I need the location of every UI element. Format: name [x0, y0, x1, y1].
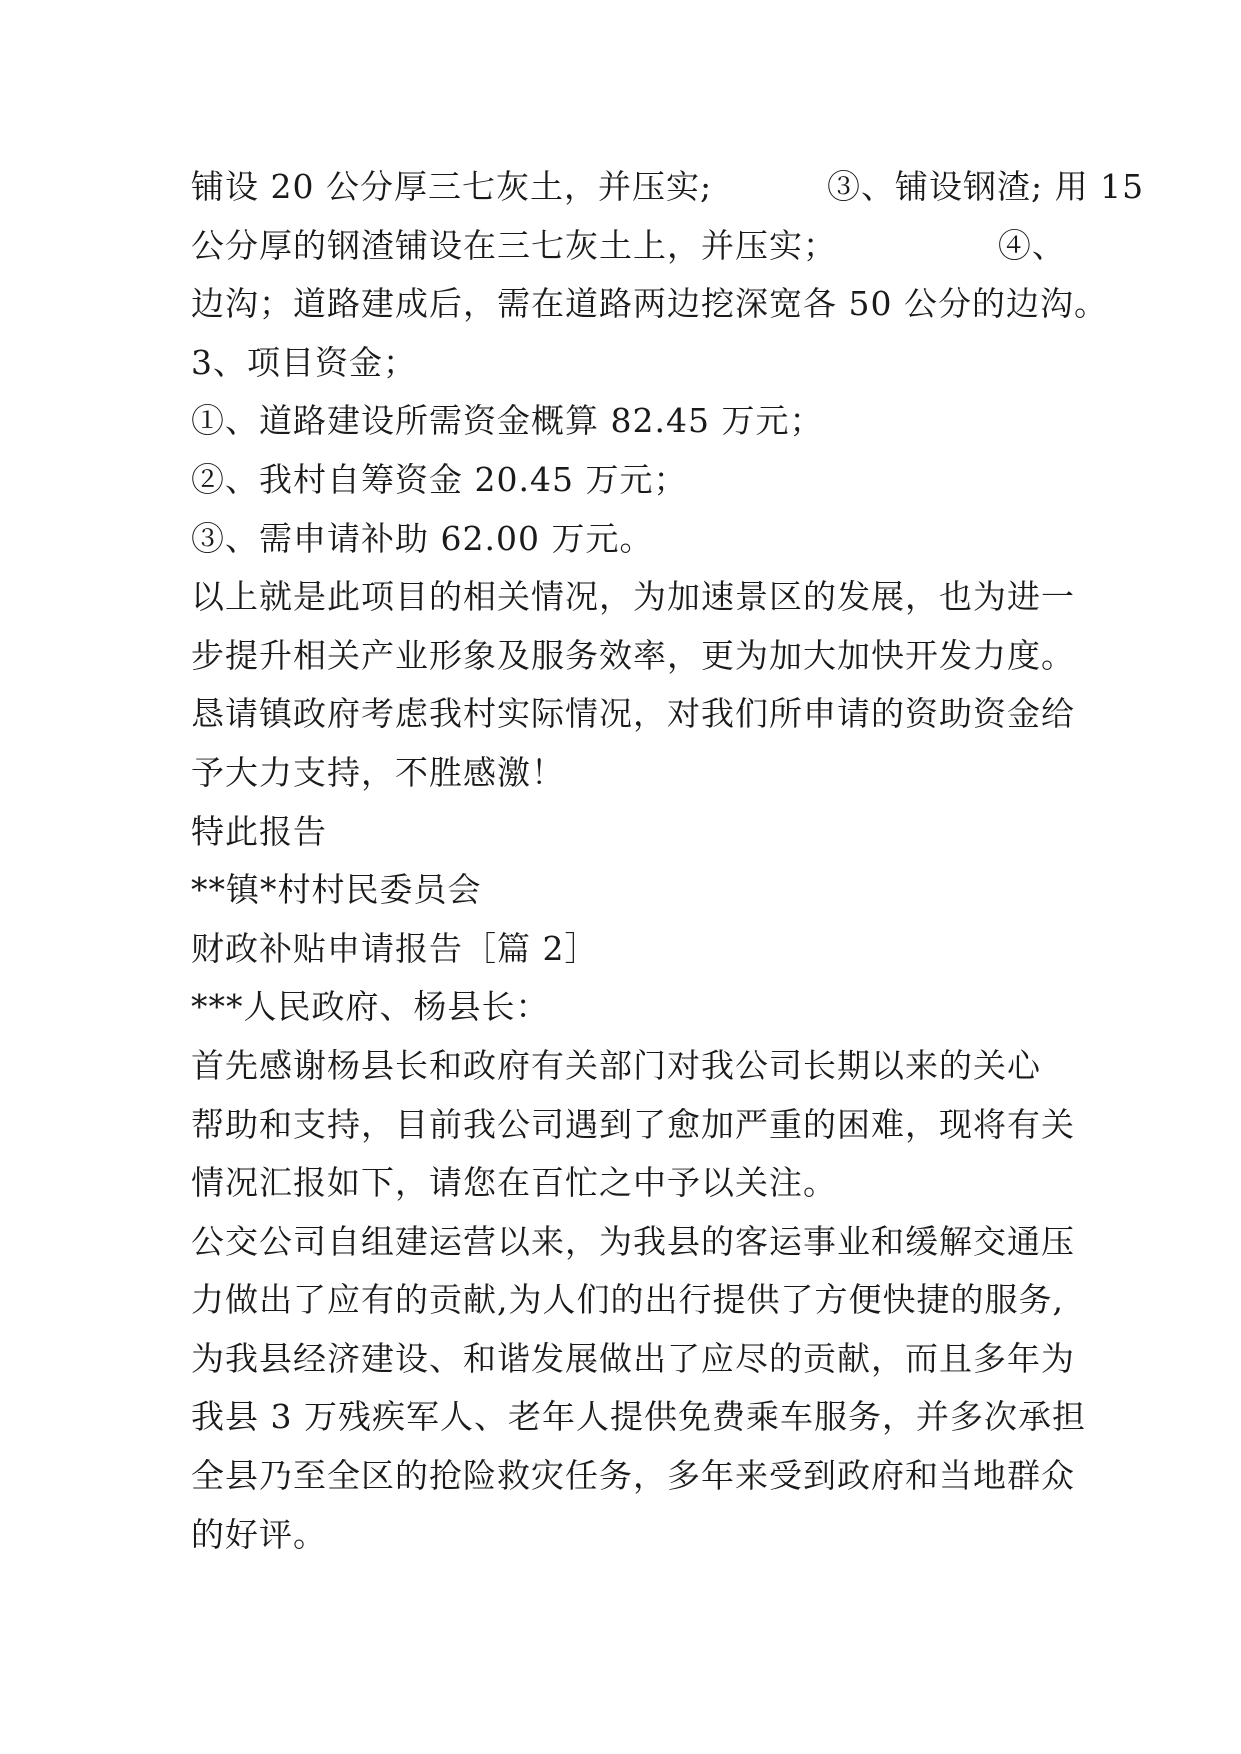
text-line: 予大力支持，不胜感激！ [191, 752, 565, 792]
text-line: 恳请镇政府考虑我村实际情况，对我们所申请的资助资金给 [191, 694, 1075, 734]
text-line: 力做出了应有的贡献,为人们的出行提供了方便快捷的服务, [191, 1280, 1064, 1320]
text-line: 公交公司自组建运营以来，为我县的客运事业和缓解交通压 [191, 1221, 1075, 1261]
text-line: 为我县经济建设、和谐发展做出了应尽的贡献，而且多年为 [191, 1338, 1075, 1378]
text-line: 公分厚的钢渣铺设在三七灰土上，并压实； ④、 [191, 225, 1066, 265]
text-line: 情况汇报如下，请您在百忙之中予以关注。 [191, 1163, 837, 1203]
text-line: 全县乃至全区的抢险救灾任务，多年来受到政府和当地群众 [191, 1456, 1075, 1496]
document-body [191, 158, 1145, 1564]
signature-line: **镇*村村民委员会 [191, 870, 482, 910]
text-line: 以上就是此项目的相关情况，为加速景区的发展，也为进一 [191, 577, 1075, 617]
list-item: ①、道路建设所需资金概算 82.45 万元； [191, 401, 824, 441]
text-line: 首先感谢杨县长和政府有关部门对我公司长期以来的关心 [191, 1045, 1041, 1085]
section-heading: 3、项目资金； [191, 342, 417, 382]
text-line: 的好评。 [191, 1514, 327, 1554]
closing-remark: 特此报告 [191, 811, 327, 851]
text-line: 铺设 20 公分厚三七灰土，并压实; ③、铺设钢渣; 用 15 [191, 167, 1145, 206]
list-item: ②、我村自筹资金 20.45 万元； [191, 459, 688, 499]
text-line: 步提升相关产业形象及服务效率，更为加大加快开发力度。 [191, 635, 1075, 675]
list-item: ③、需申请补助 62.00 万元。 [191, 518, 654, 558]
text-line: 我县 3 万残疾军人、老年人提供免费乘车服务，并多次承担 [191, 1397, 1086, 1437]
text-line: 边沟；道路建成后，需在道路两边挖深宽各 50 公分的边沟。 [191, 284, 1108, 324]
document-title: 财政补贴申请报告［篇 2］ [191, 928, 599, 968]
text-line: 帮助和支持，目前我公司遇到了愈加严重的困难，现将有关 [191, 1104, 1075, 1144]
salutation: ***人民政府、杨县长： [191, 987, 550, 1027]
